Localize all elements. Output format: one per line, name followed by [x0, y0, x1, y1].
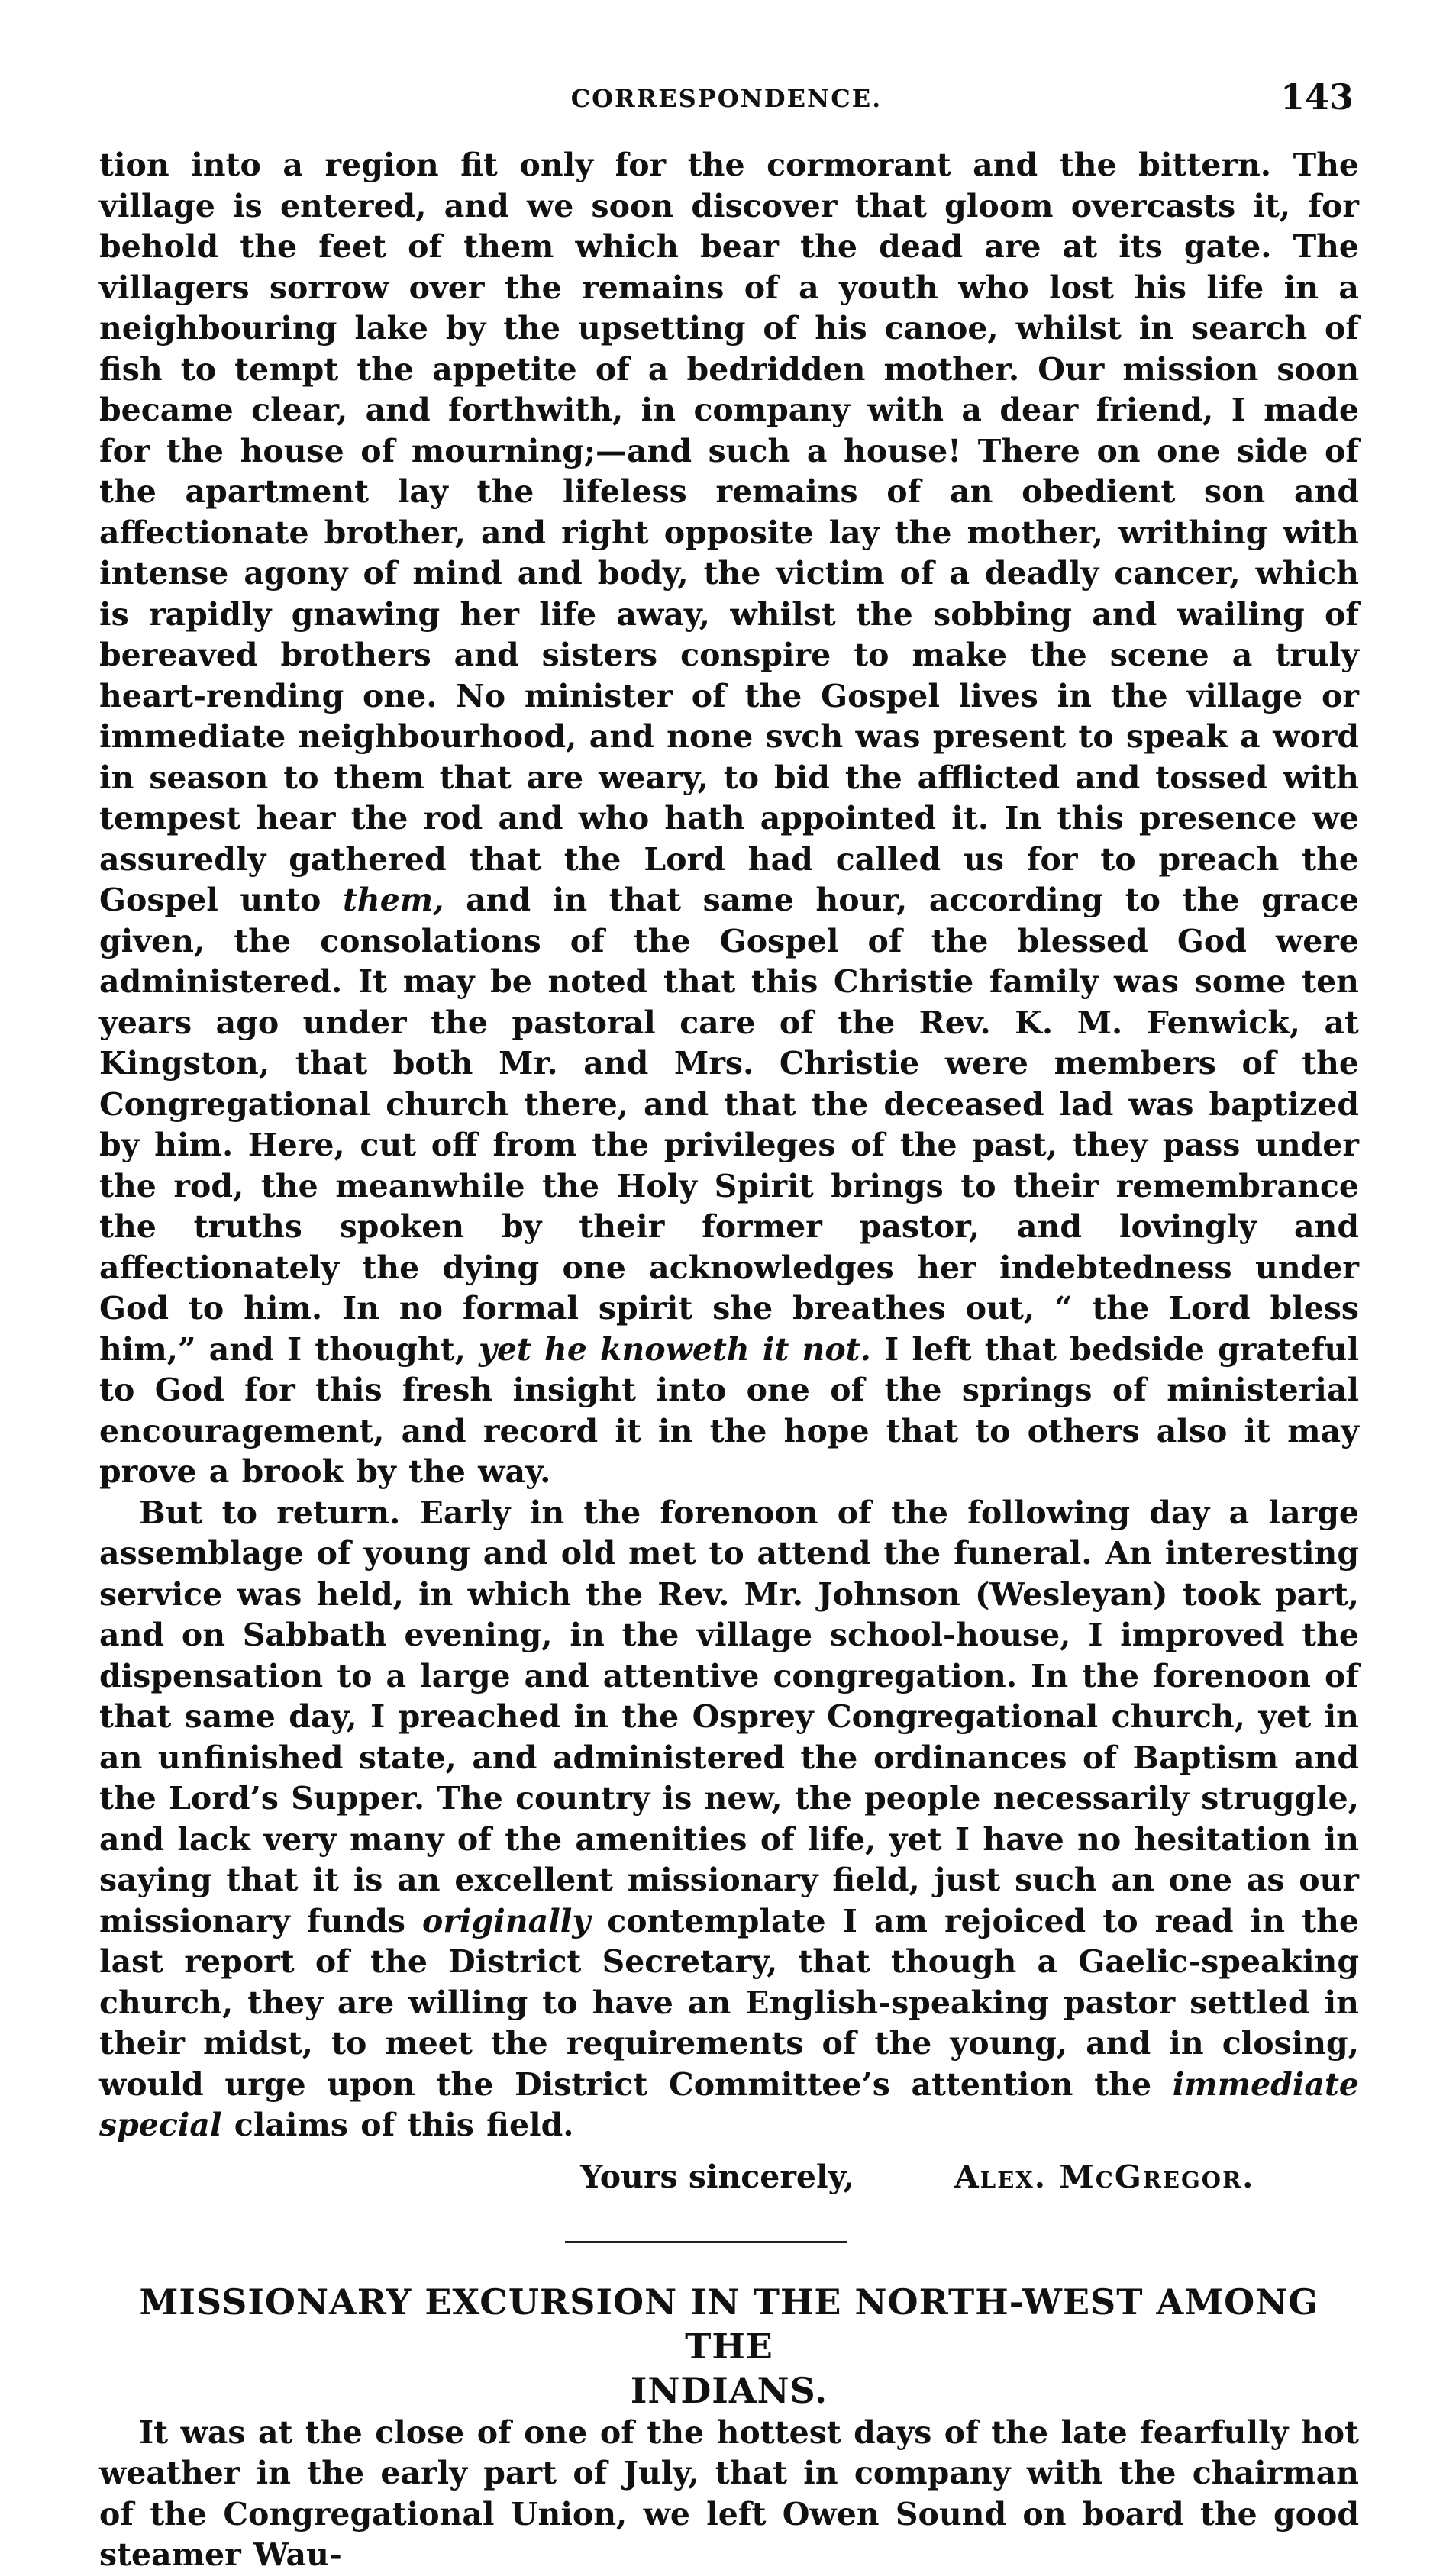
letter-paragraph-2-text-c: claims of this field.: [221, 2107, 574, 2143]
letter-paragraph-2-text-a: But to return. Early in the forenoon of the following day a large assemblage of young and old met to attend the funeral. An interesting service was held, in which the Rev. Mr. Johnson (Wesleyan) took part, and on Sabbath evening, in the village school-house, I improved the dispensation to a large and attentive congregation. In the forenoon of that same day, I preached in the Osprey Congregational church, yet in an unfinished state, and administered the ordinances of Baptism and the Lord’s Supper. The country is new, the people necessarily struggle, and lack very many of the amenities of life, yet I have no hesitation in saying that it is an excellent missionary field, just such an one as our missionary funds: [99, 1494, 1360, 1939]
emphasis-originally: originally: [422, 1902, 591, 1939]
letter-signer: Alex. McGregor.: [954, 2158, 1255, 2195]
letter-paragraph-1-text-a: tion into a region fit only for the cormorant and the bittern. The village is entered, and we soon discover that gloom overcasts it, for behold the feet of them which bear the dead are at its gate. The villagers sorrow over the remains of a youth who lost his life in a neighbouring lake by the upsetting of his canoe, whilst in search of fish to tempt the appetite of a bedridden mother. Our mission soon became clear, and forthwith, in company with a dear friend, I made for the house of mourning;—and such a house! There on one side of the apartment lay the lifeless remains of an obedient son and affectionate brother, and right opposite lay the mother, writhing with intense agony of mind and body, the victim of a deadly cancer, which is rapidly gnawing her life away, whilst the sobbing and wailing of bereaved brothers and sisters conspire to make the scene a truly heart-rending one. No minister of the Gospel lives in the village or immediate neighbourhood, and none svch was present to speak a word in season to them that are weary, to bid the afflicted and tossed with tempest hear the rod and who hath appointed it. In this presence we assuredly gathered that the Lord had called us for to preach the Gospel unto: [99, 147, 1359, 918]
article-body-paragraph: It was at the close of one of the hottest days of the late fearfully hot weather in the early part of July, that in company with the chairman of the Congregational Union, we left Owen Sound on board the good steamer Wau-: [99, 2413, 1359, 2573]
running-title: CORRESPONDENCE.: [570, 84, 883, 113]
letter-paragraph-1-text-c: I left that bedside grateful to God for this fresh insight into one of the springs of ministerial encouragement, and record it in the hope that to others also it may prove a brook by the way.: [99, 1330, 1359, 1490]
article-heading-line-1: MISSIONARY EXCURSION IN THE NORTH-WEST AMONG THE: [139, 2281, 1319, 2367]
emphasis-them: them,: [342, 882, 444, 918]
emphasis-immediate-special: immediate special: [99, 2065, 1359, 2143]
running-header: [99, 76, 1354, 122]
letter-closing: Yours sincerely,: [580, 2158, 854, 2195]
letter-paragraph-1: [99, 145, 1359, 1493]
letter-paragraph-2: [99, 1493, 1359, 2146]
page-content: [99, 145, 1359, 2576]
section-divider: [565, 2241, 847, 2243]
emphasis-knoweth: yet he knoweth it not.: [479, 1330, 871, 1368]
signature-line: [99, 2157, 1359, 2206]
article-heading: [99, 2280, 1359, 2413]
article-heading-line-2: INDIANS.: [630, 2369, 828, 2411]
letter-paragraph-1-text-b: and in that same hour, according to the grace given, the consolations of the Gospel of the blessed God were administered. It may be noted that this Christie family was some ten years ago under the pastoral care of the Rev. K. M. Fenwick, at Kingston, that both Mr. and Mrs. Christie were members of the Congregational church there, and that the deceased lad was baptized by him. Here, cut off from the privileges of the past, they pass under the rod, the meanwhile the Holy Spirit brings to their remembrance the truths spoken by their former pastor, and lovingly and affectionately the dying one acknowledges her indebtedness under God to him. In no formal spirit she breathes out, “ the Lord bless him,” and I thought,: [99, 882, 1359, 1368]
page-number: 143: [1280, 76, 1354, 118]
letter-paragraph-2-text-b: contemplate I am rejoiced to read in the last report of the District Secretary, that though a Gaelic-speaking church, they are willing to have an English-speaking pastor settled in their midst, to meet the requirements of the young, and in closing, would urge upon the District Committee’s attention the: [99, 1902, 1359, 2103]
